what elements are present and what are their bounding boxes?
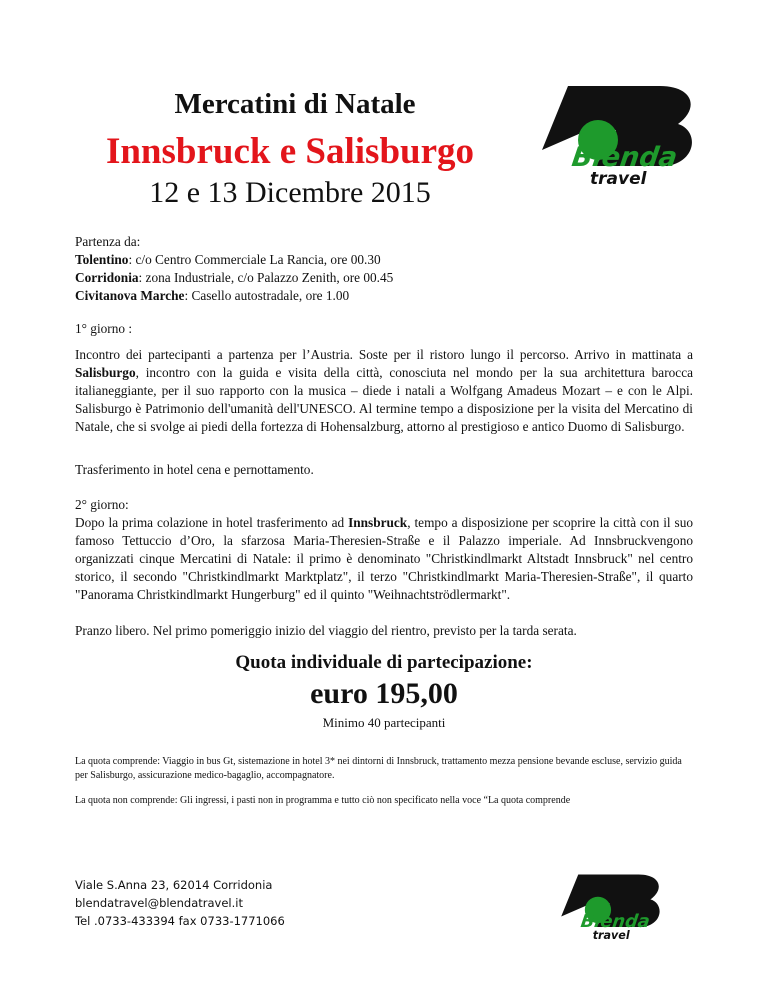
- logo-brand-text: Blenda: [579, 911, 652, 932]
- day2-heading: 2° giorno:: [75, 497, 129, 512]
- trip-dates: 12 e 13 Dicembre 2015: [149, 176, 431, 209]
- logo-brand-text: Blenda: [569, 142, 680, 173]
- departure-stop: Tolentino: c/o Centro Commerciale La Rancia, ore 00.30: [75, 252, 381, 267]
- price-includes: La quota comprende: Viaggio in bus Gt, sistemazione in hotel 3* nei dintorni di Innsbruck, trattamento mezza pensione bevande escluse, servizio guida per Salisburgo, assicurazione medico-bagaglio, accompagnatore.: [75, 756, 682, 781]
- logo-sub-text: travel: [590, 169, 647, 188]
- departure-section: [75, 233, 693, 305]
- blenda-travel-logo-footer: [552, 870, 680, 942]
- contact-block: [75, 876, 375, 930]
- departure-heading: Partenza da:: [75, 234, 141, 249]
- price-heading: Quota individuale di partecipazione:: [235, 652, 533, 673]
- day2-description: Dopo la prima colazione in hotel trasferimento ad Innsbruck, tempo a disposizione per scoprire la città con il suo famoso Tettuccio d’Oro, la sfarzosa Maria-Theresien-Straße e il Palazzo imperiale. Ad Innsbruckvengono organizzati cinque Mercatini di Natale: il primo è denominato "Christkindlmarkt Altstadt Innsbruck" nel centro storico, il secondo "Christkindlmarkt Marktplatz", il terzo "Christkindlmarkt Maria-Theresien-Straße", il quarto "Panorama Christkindlmarkt Hungerburg" ed il quinto "Weihnachtströdlermarkt".: [75, 515, 694, 602]
- price-excludes: La quota non comprende: Gli ingressi, i pasti non in programma e tutto ciò non specificato nella voce “La quota comprende: [75, 795, 571, 806]
- contact-address: Viale S.Anna 23, 62014 Corridonia: [75, 878, 273, 892]
- price-value: euro 195,00: [310, 677, 458, 710]
- departure-stop: Corridonia: zona Industriale, c/o Palazzo Zenith, ore 00.45: [75, 270, 394, 285]
- departure-stop: Civitanova Marche: Casello autostradale, ore 1.00: [75, 288, 350, 303]
- day1-description: Incontro dei partecipanti a partenza per l’Austria. Soste per il ristoro lungo il percorso. Arrivo in mattinata a Salisburgo, incontro con la guida e visita della città, conosciuta nel mondo per la sua architettura barocca italianeggiante, per il suo rapporto con la musica – diede i natali a Wolfgang Amadeus Mozart – e con le Alpi. Salisburgo è Patrimonio dell'umanità dell'UNESCO. Al termine tempo a disposizione per la visita del Mercatino di Natale, che si svolge ai piedi della fortezza di Hohensalzburg, attorno al prestigioso e antico Duomo di Salisburgo.: [75, 347, 693, 434]
- day1-hotel: Trasferimento in hotel cena e pernottamento.: [75, 462, 314, 477]
- blenda-travel-logo: [528, 80, 723, 188]
- day2-return: Pranzo libero. Nel primo pomeriggio inizio del viaggio del rientro, previsto per la tarda serata.: [75, 623, 577, 638]
- destination-title: Innsbruck e Salisburgo: [105, 131, 475, 172]
- contact-phone: Tel .0733-433394 fax 0733-1771066: [75, 914, 285, 928]
- day1-heading: 1° giorno :: [75, 321, 133, 336]
- logo-sub-text: travel: [592, 928, 630, 942]
- page-title: Mercatini di Natale: [174, 88, 416, 120]
- minimum-participants: Minimo 40 partecipanti: [322, 715, 446, 730]
- contact-email[interactable]: blendatravel@blendatravel.it: [75, 896, 243, 910]
